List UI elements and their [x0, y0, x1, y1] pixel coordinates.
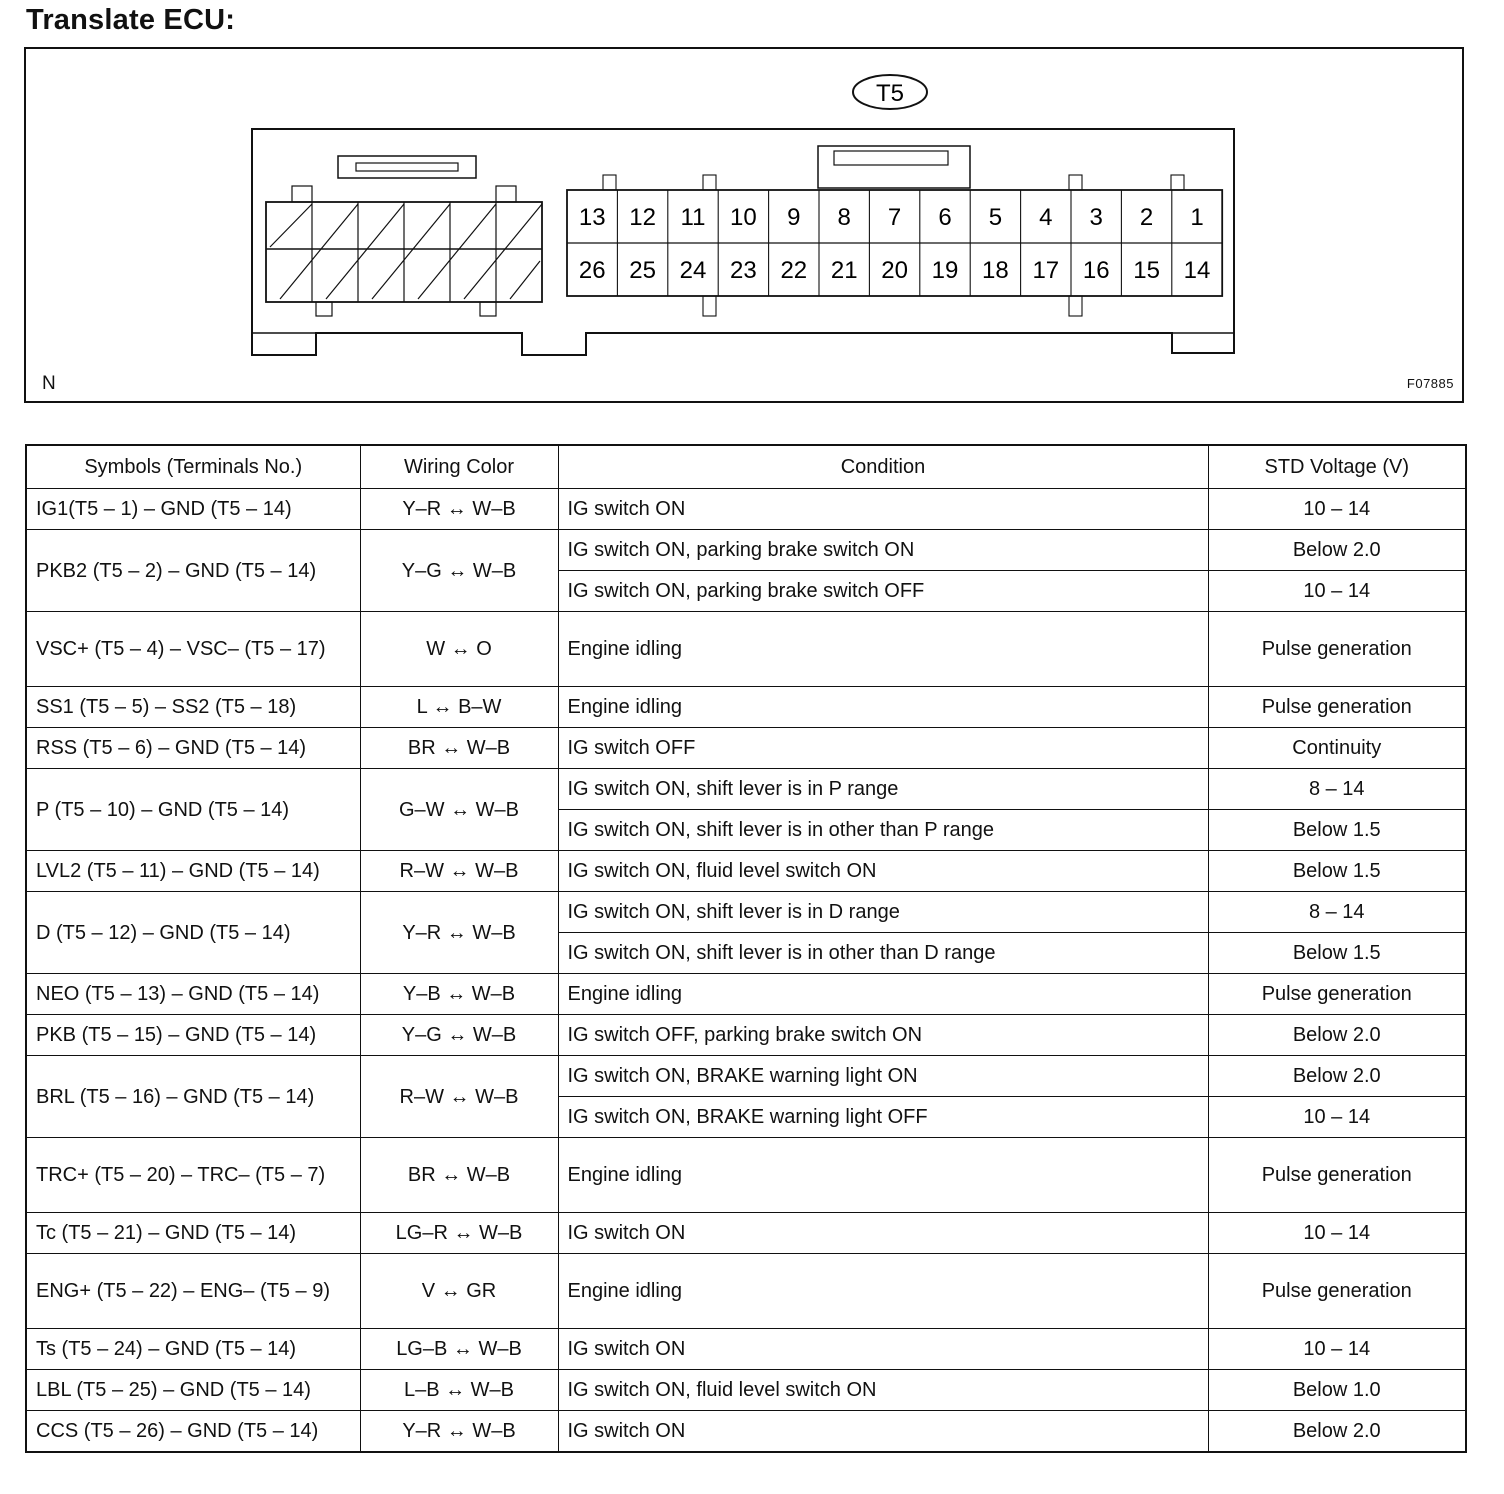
wiring-color: Y–R ↔ W–B	[360, 892, 558, 974]
wiring-color: L–B ↔ W–B	[360, 1370, 558, 1411]
pin-grid	[567, 175, 1222, 316]
std-voltage: 8 – 14	[1208, 769, 1466, 810]
condition: IG switch OFF, parking brake switch ON	[558, 1015, 1208, 1056]
table-row	[26, 1015, 1466, 1056]
wiring-color: R–W ↔ W–B	[360, 851, 558, 892]
pin-8: 8	[837, 204, 851, 231]
std-voltage: 10 – 14	[1208, 489, 1466, 530]
table-row	[26, 530, 1466, 571]
figure-code: F07885	[1406, 376, 1454, 391]
terminal-symbol: ENG+ (T5 – 22) – ENG– (T5 – 9)	[26, 1254, 360, 1329]
table-header-row	[26, 445, 1466, 489]
condition: Engine idling	[558, 974, 1208, 1015]
wiring-color: BR ↔ W–B	[360, 728, 558, 769]
connector-diagram	[24, 47, 1464, 403]
std-voltage: Pulse generation	[1208, 974, 1466, 1015]
condition: IG switch ON, parking brake switch OFF	[558, 571, 1208, 612]
pin-2: 2	[1139, 204, 1154, 231]
pin-22: 22	[780, 257, 808, 284]
table-row	[26, 687, 1466, 728]
pin-6: 6	[938, 204, 952, 231]
page-title: Translate ECU:	[26, 4, 236, 36]
table-row	[26, 1056, 1466, 1097]
wiring-color: R–W ↔ W–B	[360, 1056, 558, 1138]
wiring-color: BR ↔ W–B	[360, 1138, 558, 1213]
terminal-symbol: P (T5 – 10) – GND (T5 – 14)	[26, 769, 360, 851]
table-row	[26, 892, 1466, 933]
table-row	[26, 1329, 1466, 1370]
condition: IG switch ON	[558, 1329, 1208, 1370]
wiring-color: Y–R ↔ W–B	[360, 1411, 558, 1453]
terminal-symbol: LVL2 (T5 – 11) – GND (T5 – 14)	[26, 851, 360, 892]
terminal-symbol: CCS (T5 – 26) – GND (T5 – 14)	[26, 1411, 360, 1453]
std-voltage: 10 – 14	[1208, 1329, 1466, 1370]
terminal-symbol: D (T5 – 12) – GND (T5 – 14)	[26, 892, 360, 974]
std-voltage: Pulse generation	[1208, 612, 1466, 687]
table-row	[26, 728, 1466, 769]
wiring-color: G–W ↔ W–B	[360, 769, 558, 851]
pin-25: 25	[629, 257, 656, 284]
terminal-symbol: IG1(T5 – 1) – GND (T5 – 14)	[26, 489, 360, 530]
left-latch	[338, 156, 476, 178]
std-voltage: Below 2.0	[1208, 1056, 1466, 1097]
condition: IG switch ON, BRAKE warning light OFF	[558, 1097, 1208, 1138]
std-voltage: Pulse generation	[1208, 1254, 1466, 1329]
header-condition: Condition	[558, 445, 1208, 489]
pin-21: 21	[830, 257, 858, 284]
table-row	[26, 1411, 1466, 1453]
condition: IG switch ON, parking brake switch ON	[558, 530, 1208, 571]
condition: Engine idling	[558, 1254, 1208, 1329]
std-voltage: Below 1.5	[1208, 810, 1466, 851]
terminal-spec-table	[25, 444, 1467, 1453]
condition: Engine idling	[558, 1138, 1208, 1213]
table-row	[26, 769, 1466, 810]
std-voltage: Below 2.0	[1208, 1411, 1466, 1453]
terminal-symbol: PKB2 (T5 – 2) – GND (T5 – 14)	[26, 530, 360, 612]
view-indicator: N	[42, 373, 56, 394]
connector-drawing	[26, 49, 1462, 401]
std-voltage: 10 – 14	[1208, 571, 1466, 612]
wiring-color: W ↔ O	[360, 612, 558, 687]
condition: IG switch ON	[558, 1213, 1208, 1254]
condition: Engine idling	[558, 687, 1208, 728]
terminal-symbol: RSS (T5 – 6) – GND (T5 – 14)	[26, 728, 360, 769]
table-row	[26, 612, 1466, 687]
condition: Engine idling	[558, 612, 1208, 687]
condition: IG switch ON, fluid level switch ON	[558, 851, 1208, 892]
std-voltage: Pulse generation	[1208, 687, 1466, 728]
header-std-voltage: STD Voltage (V)	[1208, 445, 1466, 489]
pin-18: 18	[982, 257, 1009, 284]
terminal-symbol: SS1 (T5 – 5) – SS2 (T5 – 18)	[26, 687, 360, 728]
terminal-symbol: NEO (T5 – 13) – GND (T5 – 14)	[26, 974, 360, 1015]
terminal-symbol: VSC+ (T5 – 4) – VSC– (T5 – 17)	[26, 612, 360, 687]
table-row	[26, 1138, 1466, 1213]
terminal-symbol: TRC+ (T5 – 20) – TRC– (T5 – 7)	[26, 1138, 360, 1213]
pin-10: 10	[730, 204, 757, 231]
table-row	[26, 1213, 1466, 1254]
pin-5: 5	[988, 204, 1003, 231]
std-voltage: Pulse generation	[1208, 1138, 1466, 1213]
wiring-color: Y–G ↔ W–B	[360, 530, 558, 612]
header-symbols: Symbols (Terminals No.)	[26, 445, 360, 489]
pin-12: 12	[629, 204, 656, 231]
std-voltage: Below 2.0	[1208, 530, 1466, 571]
table-row	[26, 489, 1466, 530]
condition: IG switch ON	[558, 1411, 1208, 1453]
pin-14: 14	[1183, 257, 1211, 284]
header-wiring-color: Wiring Color	[360, 445, 558, 489]
pin-11: 11	[680, 204, 706, 231]
pin-4: 4	[1039, 204, 1053, 231]
right-latch	[818, 146, 970, 188]
condition: IG switch ON, shift lever is in other than D range	[558, 933, 1208, 974]
pin-23: 23	[730, 257, 757, 284]
condition: IG switch ON, shift lever is in D range	[558, 892, 1208, 933]
std-voltage: 10 – 14	[1208, 1213, 1466, 1254]
pin-15: 15	[1133, 257, 1160, 284]
condition: IG switch ON, BRAKE warning light ON	[558, 1056, 1208, 1097]
std-voltage: Below 1.5	[1208, 933, 1466, 974]
wiring-color: Y–R ↔ W–B	[360, 489, 558, 530]
std-voltage: Below 2.0	[1208, 1015, 1466, 1056]
condition: IG switch ON	[558, 489, 1208, 530]
condition: IG switch ON, shift lever is in other than P range	[558, 810, 1208, 851]
condition: IG switch ON, shift lever is in P range	[558, 769, 1208, 810]
wiring-color: LG–B ↔ W–B	[360, 1329, 558, 1370]
wiring-color: Y–G ↔ W–B	[360, 1015, 558, 1056]
pin-7: 7	[887, 204, 902, 231]
pin-24: 24	[679, 257, 707, 284]
condition: IG switch OFF	[558, 728, 1208, 769]
table-row	[26, 1370, 1466, 1411]
terminal-symbol: BRL (T5 – 16) – GND (T5 – 14)	[26, 1056, 360, 1138]
table-row	[26, 851, 1466, 892]
std-voltage: Below 1.5	[1208, 851, 1466, 892]
connector-label: T5	[875, 80, 905, 107]
std-voltage: 8 – 14	[1208, 892, 1466, 933]
terminal-symbol: Tc (T5 – 21) – GND (T5 – 14)	[26, 1213, 360, 1254]
pin-17: 17	[1032, 257, 1060, 284]
pin-26: 26	[578, 257, 606, 284]
condition: IG switch ON, fluid level switch ON	[558, 1370, 1208, 1411]
table-row	[26, 1254, 1466, 1329]
wiring-color: L ↔ B–W	[360, 687, 558, 728]
terminal-symbol: PKB (T5 – 15) – GND (T5 – 14)	[26, 1015, 360, 1056]
wiring-color: Y–B ↔ W–B	[360, 974, 558, 1015]
pin-20: 20	[881, 257, 908, 284]
pin-16: 16	[1082, 257, 1110, 284]
pin-13: 13	[578, 204, 606, 231]
terminal-symbol: Ts (T5 – 24) – GND (T5 – 14)	[26, 1329, 360, 1370]
pin-9: 9	[787, 204, 801, 231]
std-voltage: Continuity	[1208, 728, 1466, 769]
terminal-symbol: LBL (T5 – 25) – GND (T5 – 14)	[26, 1370, 360, 1411]
std-voltage: Below 1.0	[1208, 1370, 1466, 1411]
table-row	[26, 974, 1466, 1015]
wiring-color: LG–R ↔ W–B	[360, 1213, 558, 1254]
std-voltage: 10 – 14	[1208, 1097, 1466, 1138]
wiring-color: V ↔ GR	[360, 1254, 558, 1329]
hatched-block	[266, 186, 542, 316]
pin-19: 19	[931, 257, 959, 284]
pin-1: 1	[1190, 204, 1204, 231]
pin-3: 3	[1089, 204, 1103, 231]
